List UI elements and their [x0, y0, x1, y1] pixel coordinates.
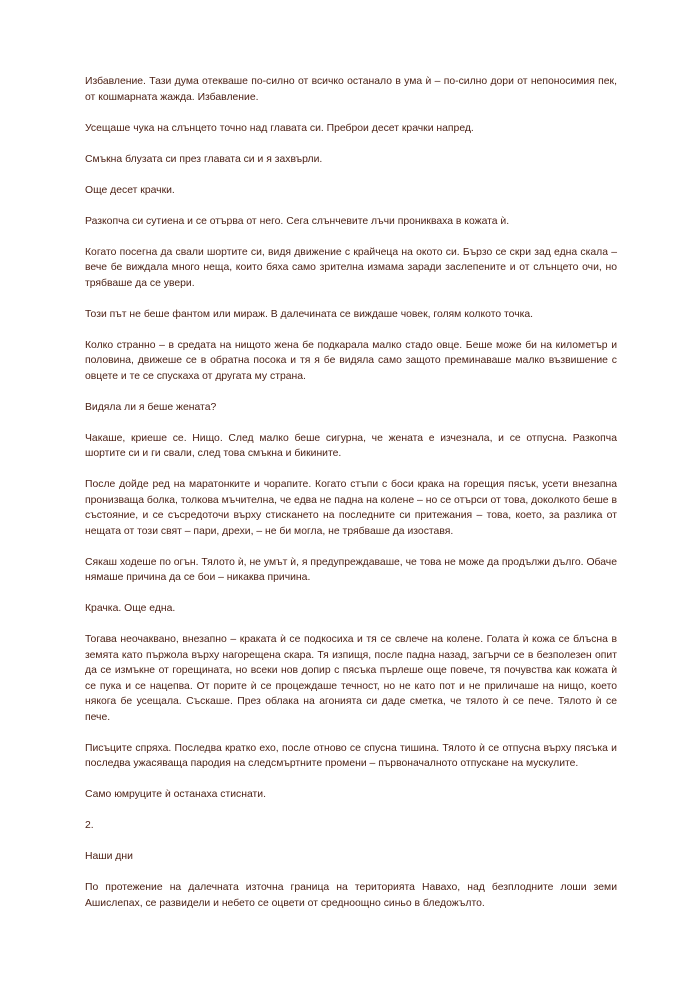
paragraph-15: Писъците спряха. Последва кратко ехо, после отново се спусна тишина. Тялото ѝ се отпусна върху пясъка и последва ужасяваща пародия на следсмъртните промени – първоначалното отпускане на мускулите.	[85, 742, 617, 769]
paragraph-14: Тогава неочаквано, внезапно – краката ѝ се подкосиха и тя се свлече на колене. Голата ѝ кожа се блъсна в земята като пържола върху нагорещена скара. Тя изпищя, после падна назад, загърчи се в безполезен опит да се измъкне от горещината, но всеки нов допир с пясъка пърлеше още повече, тя почувства как кожата ѝ се пука и се нацепва. От порите ѝ се процеждаше течност, но не като пот и не приличаше на нищо, което някога бе усещала. Съскаше. През облака на агонията си даде сметка, че тялото ѝ се пече. Тялото ѝ се пече.	[85, 634, 617, 723]
paragraph-11: После дойде ред на маратонките и чорапите. Когато стъпи с боси крака на горещия пясък, усети внезапна пронизваща болка, толкова мъчителна, че едва не падна на колене – но се отърси от това, доколкото беше в състояние, и се съсредоточи върху стискането на последните си притежания – това, което, за разлика от нещата от този свят – пари, дрехи, – не би могла, не трябваше да изоставя.	[85, 479, 617, 537]
paragraph-19: По протежение на далечната източна граница на територията Навахо, над безплодните лоши земи Ашислепах, се развидели и небето се оцвети от средноощно синьо в бледожълто.	[85, 882, 617, 909]
paragraph-10: Чакаше, криеше се. Нищо. След малко беше сигурна, че жената е изчезнала, и се отпусна. Разкопча шортите си и ги свали, след това смъкна и бикините.	[85, 432, 617, 459]
paragraph-16: Само юмруците ѝ останаха стиснати.	[85, 789, 266, 800]
paragraph-6: Когато посегна да свали шортите си, видя движение с крайчеца на окото си. Бързо се скри зад една скала – вече бе виждала много неща, които бяха само зрителна измама заради заслепените и от слънцето очи, но трябваше да се увери.	[85, 246, 617, 289]
paragraph-13: Крачка. Още една.	[85, 603, 176, 614]
paragraph-1: Избавление. Тази дума отекваше по-силно от всичко останало в ума ѝ – по-силно дори от непоносимия пек, от кошмарната жажда. Избавление.	[85, 76, 617, 103]
paragraph-4: Още десет крачки.	[85, 184, 175, 196]
paragraph-7: Този път не беше фантом или мираж. В далечината се виждаше човек, голям колкото точка.	[85, 308, 534, 320]
paragraph-3: Смъкна блузата си през главата си и я захвърли.	[85, 153, 323, 165]
paragraph-2: Усещаше чука на слънцето точно над главата си. Преброи десет крачки напред.	[85, 122, 474, 134]
paragraph-9: Видяла ли я беше жената?	[85, 401, 217, 413]
document-page	[85, 74, 617, 927]
paragraph-8: Колко странно – в средата на нищото жена бе подкарала малко стадо овце. Беше може би на километър и половина, движеше се в обратна посока и тя я бе видяла само защото преминаваше малко възвишение с овцете и те се спускаха от другата му страна.	[85, 339, 617, 382]
chapter-subtitle: Наши дни	[85, 851, 133, 862]
paragraph-12: Сякаш ходеше по огън. Тялото ѝ, не умът ѝ, я предупреждаваше, че това не може да продължи дълго. Обаче нямаше причина да се бои – никаква причина.	[85, 556, 617, 583]
paragraph-5: Разкопча си сутиена и се отърва от него. Сега слънчевите лъчи проникваха в кожата ѝ.	[85, 215, 510, 227]
chapter-number: 2.	[85, 820, 94, 831]
